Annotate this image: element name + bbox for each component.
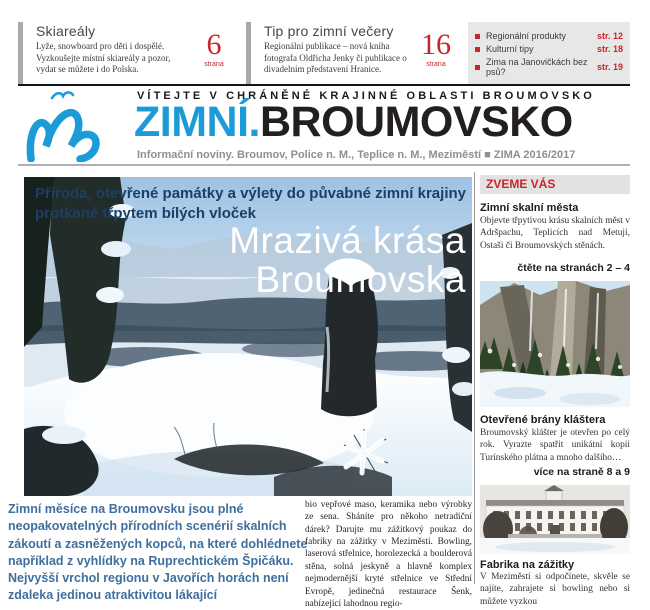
hero-kicker-line1: Příroda, otevřené památky a výlety do půvabné zimní krajiny [35, 185, 466, 202]
index-page-ref: str. 19 [596, 62, 623, 72]
sidebar-section-title: Otevřené brány kláštera [480, 414, 606, 426]
page-label: strana [204, 61, 224, 68]
hero-kicker [35, 184, 466, 225]
monastery-illustration [480, 485, 630, 554]
bullet-square-icon [475, 65, 480, 70]
index-page-ref: str. 12 [596, 31, 623, 41]
hero-headline [229, 221, 466, 299]
teaser-title: Skiareály [36, 23, 96, 39]
teaser-page-ref [416, 30, 456, 68]
top-rule [18, 84, 630, 86]
teaser-zimni-vecery [246, 22, 458, 84]
title-blue-part: ZIMNÍ. [134, 98, 260, 146]
title-black-part: BROUMOVSKO [259, 98, 573, 146]
page-number: 16 [421, 28, 451, 61]
column-divider [474, 172, 475, 584]
hero-photo [24, 177, 472, 496]
index-row [475, 57, 623, 77]
sidebar-section-title: Zimní skalní města [480, 202, 579, 214]
page-label: strana [426, 61, 446, 68]
index-row [475, 31, 623, 41]
index-label: Regionální produkty [486, 31, 567, 41]
broumovsko-logo [22, 88, 130, 162]
sidebar-header: ZVEME VÁS [480, 175, 630, 194]
masthead-tagline: VÍTEJTE V CHRÁNĚNÉ KRAJINNÉ OBLASTI BROUMOVSKO [137, 90, 595, 102]
article-lead-paragraph: Zimní měsíce na Broumovsku jsou plné neopakovatelných přírodních scenérií skalních zákoutí a zasněžených kopců, na které dohlédnete například z vyhlídky na Ruprechtickém Špičáku. Nejvyšší vrchol regionu v Javořích horách není zdaleka jedinou atraktivitou lákající [8, 502, 308, 603]
sidebar-section-text: Objevte třpytivou krásu skalních měst v Adršpachu, Teplicích nad Metují, Ostaši či Broumovských stěnách. [480, 216, 630, 251]
hero-headline-line1: Mrazivá krása [229, 220, 466, 261]
rock-towers-illustration [480, 281, 630, 407]
monastery-photo [480, 485, 630, 554]
article-body-column: bio vepřové maso, keramika nebo výrobky ze sena. Sháníte pro někoho netradiční dárek? Darujte mu zážitkový poukaz do fabriky na zážitky v Meziměstí. Bowling, laserová střelnice, horolezecká a boulderová stěna, solná jeskyně a hlavně komplex nejmodernější kryté střelnice ve Střední Evropě, jedinečná restaurace Šenk, nabízející lahodnou regio- [305, 500, 472, 609]
teaser-page-ref [194, 30, 234, 68]
index-box [468, 22, 630, 84]
index-label: Zima na Janovičkách bez psů? [486, 57, 588, 77]
index-row [475, 44, 623, 54]
teaser-skiarealy [18, 22, 240, 84]
sidebar-section-pageref: čtěte na stranách 2 – 4 [517, 262, 630, 274]
hero-headline-line2: Broumovska [255, 259, 466, 301]
page-number: 6 [206, 28, 222, 61]
index-page-ref: str. 18 [596, 44, 623, 54]
index-label: Kulturní tipy [486, 44, 534, 54]
bullet-square-icon [475, 47, 480, 52]
newspaper-title [134, 98, 573, 147]
teaser-text: Lyže, snowboard pro děti i dospělé. Vyzkoušejte místní skiareály a pozor, vydat se můžete i do Polska. [36, 41, 171, 75]
masthead-subtitle: Informační noviny. Broumov, Police n. M., Teplice n. M., Meziměstí ■ ZIMA 2016/2017 [137, 149, 576, 161]
bullet-square-icon [475, 34, 480, 39]
masthead-rule [18, 164, 630, 166]
rock-towers-photo [480, 281, 630, 407]
sidebar-section-pageref: více na straně 8 a 9 [533, 466, 630, 478]
teaser-title: Tip pro zimní večery [264, 23, 394, 39]
hero-kicker-line2: protkané třpytem bílých vloček [35, 205, 256, 223]
sidebar-section-text: V Meziměstí si odpočinete, skvěle se najíte, zahrajete si bowling nebo si můžete vyzkou [480, 572, 630, 607]
sidebar-section-title: Fabrika na zážitky [480, 559, 575, 571]
teaser-text: Regionální publikace – nová kniha fotografa Oldřicha Jenky či publikace o divadelním představení Hranice. [264, 41, 407, 75]
sidebar-section-text: Broumovský klášter je otevřen po celý rok. Vyrazte spatřit unikátní kopii Turínského plátna a mnoho dalšího… [480, 428, 630, 463]
